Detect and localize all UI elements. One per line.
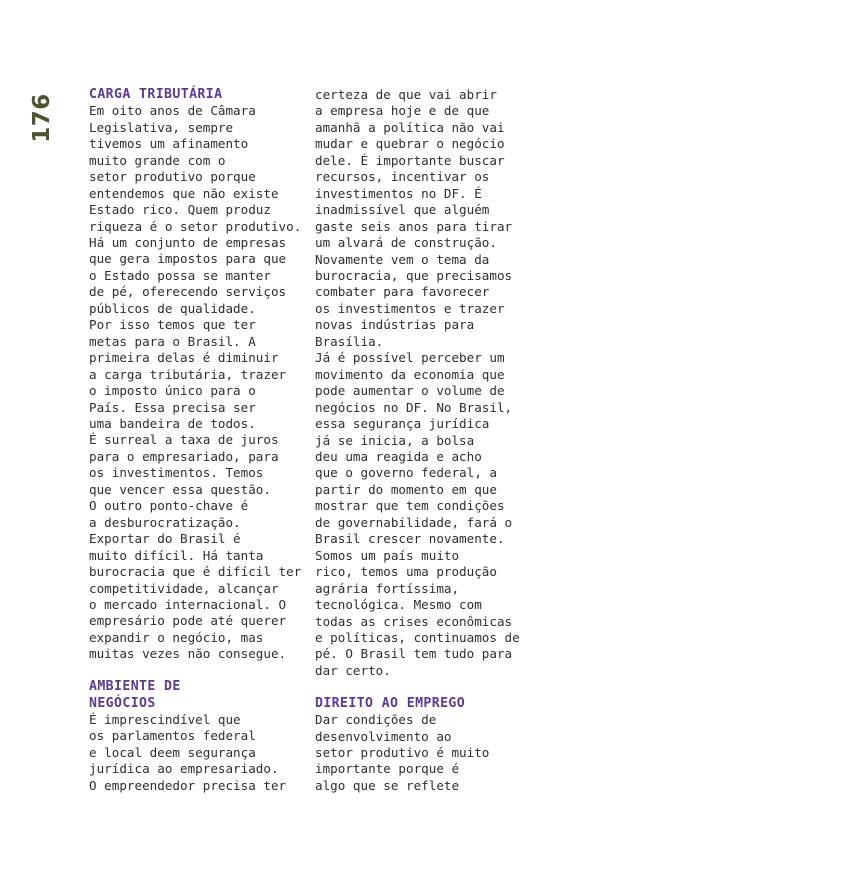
- paragraph-ambiente-de-negocios: É imprescindível que os parlamentos federal e local deem segurança jurídica ao empresariado. O empreendedor precisa ter: [89, 712, 287, 793]
- section-spacer: [89, 663, 311, 679]
- paragraph-carga-tributaria: Em oito anos de Câmara Legislativa, sempre tivemos um afinamento muito grande com o setor produtivo porque entendemos que não existe Estado rico. Quem produz riqueza é o setor produtivo. Há um conjunto de empresas que gera impostos para que o Estado possa se manter de pé, oferecendo serviços públicos de qualidade. Por isso temos que ter metas para o Brasil. A primeira delas é diminuir a carga tributária, trazer o imposto único para o País. Essa precisa ser uma bandeira de todos. É surreal a taxa de juros para o empresariado, para os investimentos. Temos que vencer essa questão. O outro ponto-chave é a desburocratização. Exportar do Brasil é muito difícil. Há tanta burocracia que é difícil ter competitividade, alcançar o mercado internacional. O empresário pode até querer expandir o negócio, mas muitas vezes não consegue.: [89, 103, 302, 662]
- heading-ambiente-de-negocios: AMBIENTE DE NEGÓCIOS: [89, 679, 181, 711]
- page-number: 176: [29, 93, 55, 143]
- right-column: [315, 87, 537, 794]
- heading-direito-ao-emprego: DIREITO AO EMPREGO: [315, 695, 466, 711]
- paragraph-direito-ao-emprego: Dar condições de desenvolvimento ao setor produtivo é muito importante porque é algo que se reflete: [315, 712, 490, 793]
- paragraph-continuation: certeza de que vai abrir a empresa hoje e de que amanhã a política não vai mudar e quebrar o negócio dele. É importante buscar recursos, incentivar os investimentos no DF. É inadmissível que alguém gaste seis anos para tirar um alvará de construção. Novamente vem o tema da burocracia, que precisamos combater para favorecer os investimentos e trazer novas indústrias para Brasília. Já é possível perceber um movimento da economia que pode aumentar o volume de negócios no DF. No Brasil, essa segurança jurídica já se inicia, a bolsa deu uma reagida e acho que o governo federal, a partir do momento em que mostrar que tem condições de governabilidade, fará o Brasil crescer novamente. Somos um país muito rico, temos uma produção agrária fortíssima, tecnológica. Mesmo com todas as crises econômicas e políticas, continuamos de pé. O Brasil tem tudo para dar certo.: [315, 87, 520, 678]
- section-spacer: [315, 679, 537, 695]
- left-column: [89, 87, 311, 794]
- heading-carga-tributaria: CARGA TRIBUTÁRIA: [89, 87, 223, 102]
